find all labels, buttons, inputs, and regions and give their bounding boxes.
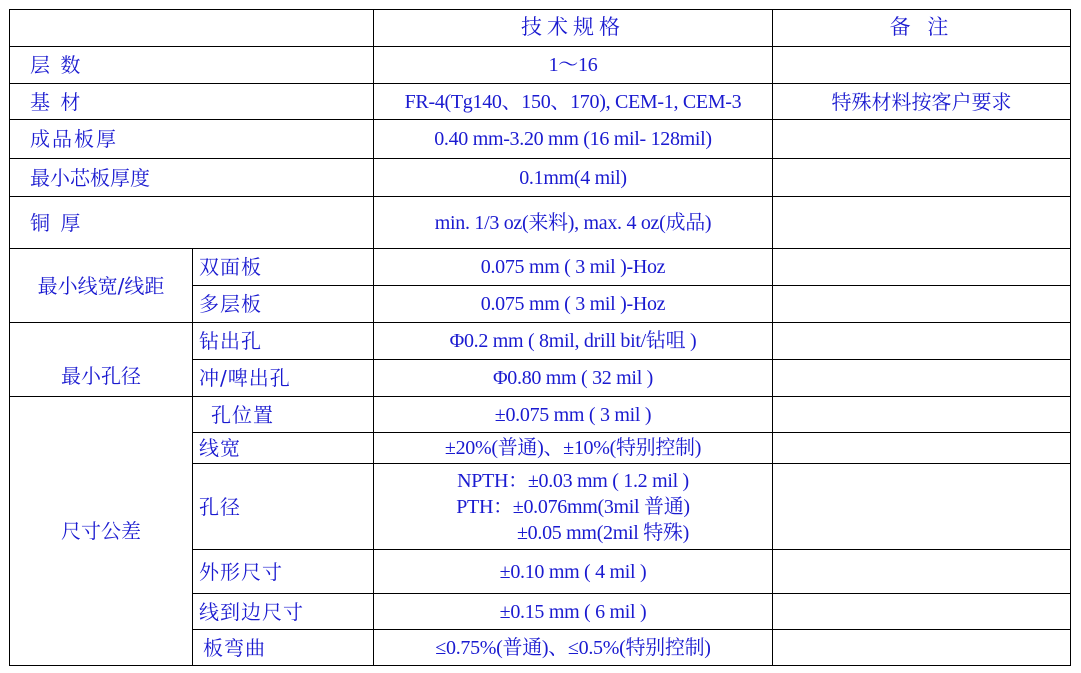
row-hole-drill: [10, 323, 1071, 360]
label-drill-hole: 钻出孔: [193, 323, 374, 360]
label-hole-diameter: 孔径: [193, 464, 374, 550]
value-drill-hole: Φ0.2 mm ( 8mil, drill bit/钻咀 ): [374, 323, 773, 360]
row-tol-hole-pos: [10, 397, 1071, 433]
note-drill-hole: [773, 323, 1071, 360]
header-row: [10, 10, 1071, 47]
label-min-hole: 最小孔径: [10, 323, 193, 397]
value-hole-position: ±0.075 mm ( 3 mil ): [374, 397, 773, 433]
hole-dia-npth: NPTH：±0.03 mm ( 1.2 mil ): [457, 469, 689, 492]
row-min-core: [10, 159, 1071, 197]
row-line-double: [10, 249, 1071, 286]
value-multilayer: 0.075 mm ( 3 mil )-Hoz: [374, 286, 773, 323]
value-board-thickness: 0.40 mm-3.20 mm (16 mil- 128mil): [374, 120, 773, 159]
note-layers: [773, 47, 1071, 84]
value-min-core: 0.1mm(4 mil): [374, 159, 773, 197]
label-warp: 板弯曲: [193, 630, 374, 666]
note-warp: [773, 630, 1071, 666]
header-empty-cell: [10, 10, 374, 47]
value-copper: min. 1/3 oz(来料), max. 4 oz(成品): [374, 197, 773, 249]
label-line-to-edge: 线到边尺寸: [193, 594, 374, 630]
row-board-thickness: [10, 120, 1071, 159]
note-punch-hole: [773, 360, 1071, 397]
label-layers: 层 数: [10, 47, 374, 84]
note-min-core: [773, 159, 1071, 197]
header-spec: 技术规格: [374, 10, 773, 47]
note-base-material: 特殊材料按客户要求: [773, 84, 1071, 120]
label-copper: 铜 厚: [10, 197, 374, 249]
value-base-material: FR-4(Tg140、150、170), CEM-1, CEM-3: [374, 84, 773, 120]
value-tol-line-width: ±20%(普通)、±10%(特别控制): [374, 433, 773, 464]
note-line-to-edge: [773, 594, 1071, 630]
spec-table: [9, 9, 1071, 666]
label-multilayer: 多层板: [193, 286, 374, 323]
note-copper: [773, 197, 1071, 249]
note-double-sided: [773, 249, 1071, 286]
note-board-thickness: [773, 120, 1071, 159]
row-copper: [10, 197, 1071, 249]
label-tolerance: 尺寸公差: [10, 397, 193, 666]
hole-dia-pth: PTH：±0.076mm(3mil 普通): [456, 495, 690, 518]
row-layers: [10, 47, 1071, 84]
value-hole-diameter: [374, 464, 773, 550]
label-line-width: 最小线宽/线距: [10, 249, 193, 323]
label-outline: 外形尺寸: [193, 550, 374, 594]
label-hole-position: 孔位置: [193, 397, 374, 433]
label-base-material: 基 材: [10, 84, 374, 120]
label-board-thickness: 成品板厚: [10, 120, 374, 159]
note-outline: [773, 550, 1071, 594]
value-outline: ±0.10 mm ( 4 mil ): [374, 550, 773, 594]
value-line-to-edge: ±0.15 mm ( 6 mil ): [374, 594, 773, 630]
label-min-core: 最小芯板厚度: [10, 159, 374, 197]
header-note: 备 注: [773, 10, 1071, 47]
note-hole-diameter: [773, 464, 1071, 550]
value-layers: 1～16: [374, 47, 773, 84]
value-warp: ≤0.75%(普通)、≤0.5%(特别控制): [374, 630, 773, 666]
value-double-sided: 0.075 mm ( 3 mil )-Hoz: [374, 249, 773, 286]
value-punch-hole: Φ0.80 mm ( 32 mil ): [374, 360, 773, 397]
label-punch-hole: 冲/啤出孔: [193, 360, 374, 397]
label-tol-line-width: 线宽: [193, 433, 374, 464]
note-hole-position: [773, 397, 1071, 433]
label-double-sided: 双面板: [193, 249, 374, 286]
note-tol-line-width: [773, 433, 1071, 464]
row-base-material: [10, 84, 1071, 120]
hole-dia-special: ±0.05 mm(2mil 特殊): [517, 521, 689, 544]
note-multilayer: [773, 286, 1071, 323]
